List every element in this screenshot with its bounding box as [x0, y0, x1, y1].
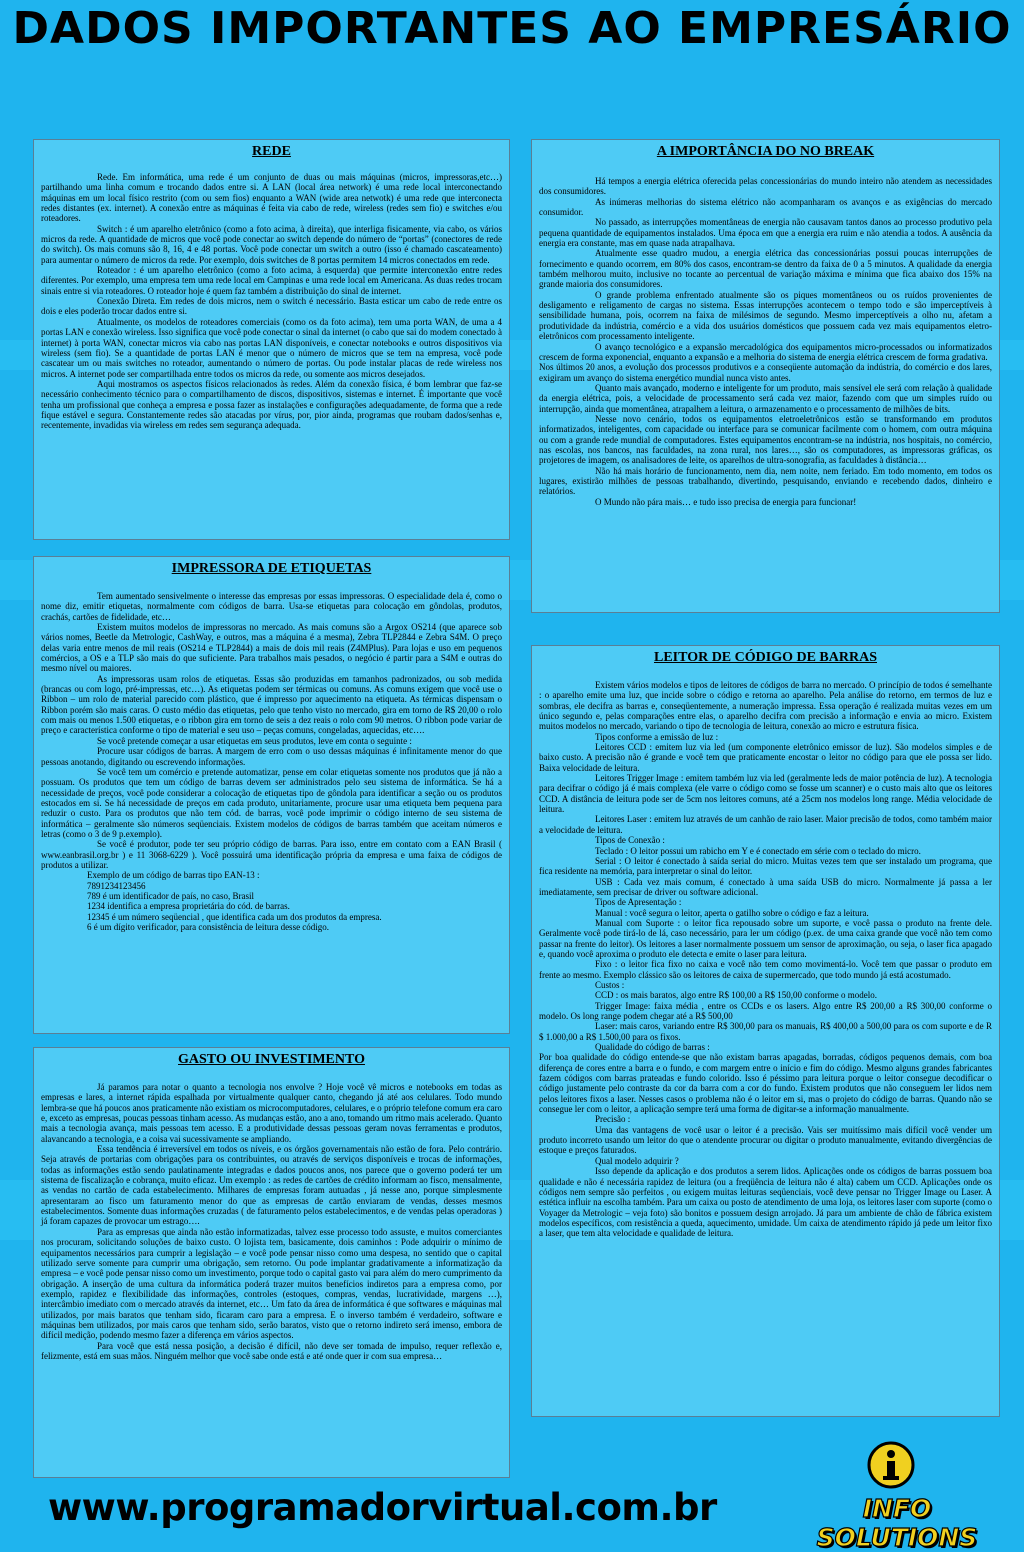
- paragraph: Existem vários modelos e tipos de leitores de códigos de barra no mercado. O princípio de todos é semelhante : o aparelho emite uma luz, que incide sobre o código e retorna ao aparelho. Pela análise do retorno, em termos de luz e sombras, ele decifra as barras e, conseqüentemente, a numeração impressa. Essa operação é realizada muitas vezes em um único segundo e, pelas comparações entre elas, o aparelho decifra com precisão a informação e envia ao micro. Existem muitos modelos no mercado, variando o tipo de tecnologia de leitura, conexão ao micro e estrutura física.: [539, 680, 992, 732]
- paragraph: Nesse novo cenário, todos os equipamentos eletroeletrônicos estão se transformando em produtos informatizados, inteligentes, com capacidade ou interface para se comunicar facilmente com o homem, com outra máquina ou com a grande rede mundial de computadores. Estes equipamentos encontram-se na indústria, nos hospitais, no comércio, nas escolas, nos bancos, nas faculdades, na zona rural, nos lares…, são os computadores, as impressoras gráficas, os projetores de imagem, os analisadores de leite, os aparelhos de ultra-sonografia, as faculdades à distância…: [539, 413, 992, 466]
- paragraph: Para você que está nessa posição, a decisão é difícil, não deve ser tomada de impulso, requer reflexão e, felizmente, está em suas mãos. Ninguém melhor que você sabe onde está e até onde quer ir com sua empresa…: [41, 1340, 502, 1361]
- paragraph: Qual modelo adquirir ?: [595, 1155, 679, 1166]
- paragraph: Se você é produtor, pode ter seu próprio código de barras. Para isso, entre em contato com a EAN Brasil ( www.eanbrasil.org.br ) e 11 3068-6229 ). Você possuirá uma identificação própria da empresa e uma faixa de códigos de produtos a utilizar.: [41, 839, 502, 870]
- paragraph: Trigger Image: faixa média , entre os CCDs e os lasers. Algo entre R$ 200,00 a R$ 300,00 conforme o modelo. Os long range podem chegar até a R$ 500,00: [539, 1000, 992, 1021]
- section-impressora: [33, 556, 510, 1034]
- example-code: 7891234123456: [87, 880, 146, 891]
- paragraph: Manual com Suporte : o leitor fica repousado sobre um suporte, e você passa o produto na frente dele. Geralmente você pode tirá-lo de lá, caso necessário, para ler um código (p.ex. de uma caixa grande que você não tem como passar na frente do leitor). Os leitores a laser normalmente possuem um sensor de aproximação, ou seja, o laser fica apagado e, quando você aproxima o produto ele detecta e emite o laser para leitura.: [539, 917, 992, 959]
- paragraph: Fixo : o leitor fica fixo no caixa e você não tem como movimentá-lo. Você tem que passar o produto em frente ao mesmo. Exemplo clássico são os leitores de caixa de supermercado, que todo mundo já está acostumado.: [539, 959, 992, 980]
- paragraph: Tipos de Apresentação :: [595, 897, 682, 908]
- paragraph: Laser: mais caros, variando entre R$ 300,00 para os manuais, R$ 400,00 a 500,00 para os com suporte e de R $ 1.000,00 a R$ 1.500,00 para os fixos.: [539, 1021, 992, 1042]
- paragraph: Leitores Trigger Image : emitem também luz via led (geralmente leds de maior potência de luz). A tecnologia para decifrar o código já é mais complexa (ele varre o código como se fosse um scanner) e o custo mais alto que os leitores CCD. A distância de leitura pode ser de 5cm nos leitores comuns, até a 25cm nos modelos long range. Média velocidade de leitura.: [539, 773, 992, 815]
- paragraph: Há tempos a energia elétrica oferecida pelas concessionárias do mundo inteiro não atendem as necessidades dos consumidores.: [539, 176, 992, 197]
- paragraph: Switch : é um aparelho eletrônico (como a foto acima, à direita), que interliga fisicamente, via cabo, os vários micros da rede. A quantidade de micros que você pode conectar ao switch depende do número de “portas” (conectores de rede do switch). Os mais comuns são 8, 16, 4 e 48 portas. Você pode conectar um switch a outro (isso é chamado cascateamento) para aumentar o número de micros da rede. Por exemplo, dois switches de 8 portas permitem 14 micros conectados em rede.: [41, 223, 502, 265]
- section-title: LEITOR DE CÓDIGO DE BARRAS: [653, 650, 877, 665]
- paragraph: As impressoras usam rolos de etiquetas. Essas são produzidas em tamanhos padronizados, ou sob medida (brancas ou com logo, pré-impressas, etc…). As etiquetas podem ser térmicas ou comuns. As comuns exigem que você use o Ribbon – um rolo de material parecido com plástico, que é impresso por aquecimento na etiqueta. As térmicas dispensam o Ribbon porém são mais caras. O custo médio das etiquetas, pelo que tenho visto no mercado, gira em torno de R$ 20,00 o rolo com mais ou menos 1.500 etiquetas, e o ribbon gira em torno de seis a dez reais o rolo com 90 metros. O ribbon pode variar de preço e característica conforme o tipo de material e seu uso – peças comuns, congeladas, aquecidas, etc….: [41, 673, 502, 736]
- paragraph: As inúmeras melhorias do sistema elétrico não acompanharam os avanços e as exigências do mercado consumidor.: [539, 196, 992, 218]
- paragraph: Uma das vantagens de você usar o leitor é a precisão. Vais ser muitíssimo mais difícil você vender um produto incorreto usando um leitor do que o atendente procurar ou digitar o produto manualmente, evitando divergências de estoque e preços faturados.: [539, 1124, 992, 1156]
- info-solutions-logo: [782, 1440, 1012, 1552]
- paragraph: Leitores Laser : emitem luz através de um canhão de raio laser. Maior precisão de todos, como também maior a velocidade de leitura.: [539, 814, 992, 835]
- logo-text: INFO SOLUTIONS: [816, 1494, 978, 1552]
- example-line: 6 é um dígito verificador, para consistência de leitura desse código.: [87, 922, 330, 932]
- paragraph: Isso depende da aplicação e dos produtos a serem lidos. Aplicações onde os códigos de barras possuem boa qualidade e não é necessária rapidez de leitura (ou a freqüência de leitura não é alta) cabem um CCD. Aplicações onde os códigos nem sempre são perfeitos , ou exigem muitas leituras seqüenciais, você deve pensar no Trigger Image ou Laser. A estética influir na escolha também. Para um caixa ou posto de atendimento de uma loja, os leitores laser com suporte (como o Voyager da Metrologic – veja foto) são bonitos e possuem design arrojado. Já para um ambiente de chão de fábrica existem modelos específicos, com resistência a queda, aquecimento, umidade. Um caixa de atendimento rápido já pede um leitor fixo a laser, que tem alta velocidade e qualidade de leitura.: [539, 1166, 992, 1239]
- section-nobreak: [531, 139, 1000, 613]
- paragraph: Nos últimos 20 anos, a evolução dos processos produtivos e a conseqüente automação da indústria, do comércio e dos lares, exigiram um avanço do sistema energético mundial nunca visto antes.: [539, 362, 992, 383]
- paragraph: Por boa qualidade do código entende-se que não existam barras apagadas, borradas, códigos pequenos demais, com boa diferença de cores entre a barra e o fundo, e com margem entre o início e fim do código. Mesmo alguns grandes fabricantes fazem códigos com barras prateadas e fundo colorido. Isso é péssimo para leitura porque o leitor consegue decodificar o código justamente pelo contraste da cor da barra com a cor do fundo. Existem produtos que não conseguem ler lidos nem pelos leitores fixos a laser. Nesses casos o problema não é o leitor em si, mas o projeto do código de barras. Quando não se consegue ler com o leitor, a aplicação sempre terá uma forma de digitar-se a informação manualmente.: [539, 1052, 992, 1115]
- paragraph: Teclado : O leitor possui um rabicho em Y e é conectado em série com o teclado do micro.: [595, 845, 921, 856]
- paragraph: Existem muitos modelos de impressoras no mercado. As mais comuns são a Argox OS214 (que aparece sob vários nomes, Beetle da Metrologic, CashWay, e outros, mas a máquina é a mesma), Zebra TLP2844 e Zebra S4M. O preço delas varia entre menos de mil reais (OS214 e TLP2844) a mais de dois mil reais (Z4MPlus). Para lojas e uso em pequenos comércios, a OS e a TLP são mais do que suficiente. Para trabalhos mais pesados, o negócio é partir para a S4M e outras do mesmo nível ou maiores.: [41, 622, 502, 674]
- paragraph: Já paramos para notar o quanto a tecnologia nos envolve ? Hoje você vê micros e notebooks em todas as empresas e lares, a internet rápida espalhada por virtualmente qualquer canto, chegando já até aos celulares. Todo mundo lembra-se que há poucos anos praticamente não existiam os microcomputadores, celulares, e o próprio telefone comum era caro e, exceto as empresas, poucas pessoas tinham acesso. As mudanças estão, ano a ano, tomando um ritmo mais acelerado. Quanto mais a tecnologia avança, mais pessoas tem acesso. E a produtividade dessas pessoas geram novas ferramentas e produtos, alavancando a tecnologia, e a coisa vai sucessivamente se ampliando.: [41, 1082, 502, 1144]
- paragraph: Roteador : é um aparelho eletrônico (como a foto acima, à esquerda) que permite interconexão entre redes diferentes. Por exemplo, uma empresa tem uma rede local em Campinas e uma rede local em Americana. As duas redes trocam sinais entre si via roteadores. O roteador hoje é quem faz também a distribuição do sinal de internet.: [41, 265, 502, 296]
- section-title: GASTO OU INVESTIMENTO: [178, 1052, 365, 1067]
- page-title: DADOS IMPORTANTES AO EMPRESÁRIO: [12, 3, 1012, 54]
- section-title: IMPRESSORA DE ETIQUETAS: [171, 561, 372, 576]
- paragraph: O grande problema enfrentado atualmente são os piques momentâneos ou os ruídos provenientes de desligamento e religamento de cargas no sistema. Essas interrupções acontecem o tempo todo e são imperceptíveis à sensibilidade humana, pois, ocorrem na faixa de milésimos de segundo. Mesmo imperceptíveis a olho nu, afetam a produtividade da indústria, comércio e a vida dos usuários domésticos que possuem cada vez mais equipamentos eletro-eletrônicos com processamento inteligente.: [539, 289, 992, 342]
- paragraph: Qualidade do código de barras :: [595, 1042, 710, 1053]
- website-url[interactable]: www.programadorvirtual.com.br: [48, 1486, 717, 1529]
- paragraph: CCD : os mais baratos, algo entre R$ 100,00 a R$ 150,00 conforme o modelo.: [595, 990, 877, 1001]
- paragraph: Conexão Direta. Em redes de dois micros, nem o switch é necessário. Basta esticar um cabo de rede entre os dois e eles poderão trocar dados entre si.: [41, 296, 502, 317]
- info-icon: [866, 1440, 916, 1490]
- section-gasto: [33, 1047, 510, 1478]
- example-heading: Exemplo de um código de barras tipo EAN-13 :: [87, 870, 260, 881]
- paragraph: Tipos conforme a emissão de luz :: [595, 731, 719, 742]
- paragraph: Tem aumentado sensivelmente o interesse das empresas por essas impressoras. O especialidade dela é, como o nome diz, emitir etiquetas, normalmente com códigos de barra. Usa-se etiquetas para colocação em gôndolas, produtos, crachás, cartões de fidelidade, etc…: [41, 591, 502, 622]
- paragraph: Aqui mostramos os aspectos físicos relacionados às redes. Além da conexão física, é bom lembrar que faz-se necessário conhecimento técnico para o compartilhamento de discos, dispositivos, sistemas e internet. É importante que você tenha um profissional que conheça a empresa e possa fazer as instalações e configurações adequadamente, de forma que a rede fique estável e segura. Constantemente redes são atacadas por vírus, por, pior ainda, programas que roubam dados/senhas e, recentemente, invadidas via wireless em redes sem segurança adequada.: [41, 378, 502, 431]
- example-line: 1234 identifica a empresa proprietária do cód. de barras.: [87, 901, 290, 912]
- paragraph: Leitores CCD : emitem luz via led (um componente eletrônico emissor de luz). São modelos simples e de baixo custo. A precisão não é grande e você tem que praticamente encostar o leitor no código para que ele possa ser lido. Baixa velocidade de leitura.: [539, 742, 992, 773]
- paragraph: Quanto mais avançado, moderno e inteligente for um produto, mais sensível ele será com relação à qualidade da energia elétrica, pois, a velocidade de processamento será cada vez maior, fazendo com que um simples ruído ou interrupção, ainda que momentânea, atrapalhem a leitura, o armazenamento e o processamento de milhões de bits.: [539, 382, 992, 414]
- paragraph: Custos :: [595, 979, 625, 990]
- paragraph: Não há mais horário de funcionamento, nem dia, nem noite, nem feriado. Em todo momento, em todos os lugares, existirão milhões de pessoas trabalhando, divertindo, pesquisando, enviando e recebendo dados, dinheiro e relatórios.: [539, 465, 992, 497]
- example-line: 789 é um identificador de país, no caso, Brasil: [87, 890, 254, 901]
- paragraph: Atualmente esse quadro mudou, a energia elétrica das concessionárias possui poucas interrupções de fornecimento e quando ocorrem, em 80% dos casos, encontram-se dentro da faixa de 0 a 5 minutos. A qualidade da energia também melhorou muito, inclusive no tocante ao percentual de variação máxima e mínima que fica abaixo dos 15% na grande maioria dos consumidores.: [539, 248, 992, 290]
- paragraph: Tipos de Conexão :: [595, 835, 665, 846]
- paragraph: Procure usar códigos de barras. A margem de erro com o uso dessas máquinas é infinitamente menor do que pessoas anotando, digitando ou escrevendo informações.: [41, 746, 502, 767]
- paragraph: Para as empresas que ainda não estão informatizadas, talvez esse processo todo assuste, e muitos comerciantes nos procuram, solicitando soluções de baixo custo. O lojista tem, basicamente, dois caminhos : Pode adquirir o mínimo de equipamentos necessários para cumprir a legislação – e você pode pensar nisso como uma despesa, no sentido que o capital utilizado serve somente para cumprir uma obrigação, sem retorno. Ou pode implantar gradativamente a informatização da empresa – e você pode pensar nisso como um investimento, porque todo o capital gasto vai para além do mero cumprimento da obrigação. A inserção de uma cultura da informática poderá trazer muitos benefícios indiretos para a empresa como, por exemplo, rapidez e flexibilidade das informações, controles (estoques, compras, vendas, lucratividade, margens …), intercâmbio imediato com o mercado através da internet, etc… Um fato da área de informática é que softwares e máquinas mal utilizados, por mais baratos que tenham sido, ficaram caro para a empresa. E o inverso também é verdadeiro, software e máquinas bem utilizados, por mais caros que tenham sido, serão baratos, visto que o retorno indireto será imenso, embora de difícil medição, podendo mesmo fazer a diferença em vários aspectos.: [41, 1226, 502, 1341]
- section-leitor: [531, 645, 1000, 1417]
- section-rede: [33, 139, 510, 540]
- section-title: A IMPORTÂNCIA DO NO BREAK: [656, 144, 875, 159]
- paragraph: Rede. Em informática, uma rede é um conjunto de duas ou mais máquinas (micros, impressoras,etc…) partilhando uma linha comum e trocando dados entre si. A LAN (local área network) é uma rede local interconectando máquinas em um local físico restrito (com ou sem fios) enquanto a WAN (wide area netwotk) é uma rede que interconecta redes distantes (ex. internet). A conexão entre as máquinas é feita via cabo de rede, wireless (redes sem fio) e switches e/ou roteadores.: [41, 172, 502, 224]
- paragraph: Precisão :: [595, 1114, 631, 1125]
- paragraph: Se você tem um comércio e pretende automatizar, pense em colar etiquetas somente nos produtos que já não a possuam. Os produtos que tem um código de barras devem ser administrados pelo seu sistema de informática. Se há a necessidade de preços, você pode considerar a colocação de etiquetas tipo de gôndola para identificar a seção ou os produtos estocados em si. Se há necessidade de preços em cada produto, unitariamente, procure usar uma etiqueta bem pequena para reduzir o custo. Para os produtos que não tem cód. de barras, você pode imprimir o código interno de seu sistema de informática – geralmente são números seqüenciais. Existem modelos de códigos de barras também que aceitam números e letras (como o 3 de 9 p.exemplo).: [41, 766, 502, 839]
- paragraph: Serial : O leitor é conectado à saída serial do micro. Muitas vezes tem que ser instalado um programa, que fica residente na memória, para interpretar o sinal do leitor.: [539, 855, 992, 877]
- section-title: REDE: [252, 144, 291, 159]
- paragraph: USB : Cada vez mais comum, é conectado à uma saída USB do micro. Normalmente já passa a ler imediatamente, sem precisar de driver ou software adicional.: [539, 876, 992, 897]
- paragraph: Se você pretende começar a usar etiquetas em seus produtos, leve em conta o seguinte :: [97, 735, 412, 746]
- paragraph: No passado, as interrupções momentâneas de energia não causavam tantos danos ao processo produtivo pela pequena quantidade de equipamentos instalados. Uma época em que a energia era ruim e não atendia a todos. A ausência da energia era constante, mas em quase nada atrapalhava.: [539, 217, 992, 249]
- paragraph: Atualmente, os modelos de roteadores comerciais (como os da foto acima), tem uma porta WAN, de uma a 4 portas LAN e conexão wireless. Isso significa que você pode conectar o sinal da internet (o cabo que sai do modem conectado à internet) à porta WAN, conectar micros via cabo nas portas LAN disponíveis, e conectar notebooks e outros dispositivos via wireless (sem fio). Se a quantidade de portas LAN é menor que o número de micros que se tem na empresa, você pode cascatear um ou mais switches no roteador, aumentando o número de portas. Ou pode instalar placas de rede wireless nos micros. A internet pode ser compartilhada entre todos os micros da rede, ou somente aos micros desejados.: [41, 316, 502, 379]
- paragraph: Manual : você segura o leitor, aperta o gatilho sobre o código e faz a leitura.: [595, 907, 869, 918]
- paragraph: Essa tendência é irreversível em todos os níveis, e os órgãos governamentais não estão de fora. Pelo contrário. Seja através de portarias com obrigações para os contribuintes, ou através de serviços disponíveis e trocas de informações, todas as informações estão sendo paulatinamente integradas e dados poucos anos, nos parece que o governo poderá ter um sistema de fiscalização e cobrança, muito eficaz. Um exemplo : as redes de cartões de crédito informam ao fisco, mensalmente, as vendas no cartão de cada estabelecimento. Milhares de empresas foram autuadas , já nesse ano, porque simplesmente apresentaram ao fisco um faturamento menor do que as empresas de cartão enviaram de vendas, desses mesmos estabelecimentos. Somente duas informações cruzadas ( de faturamento pelos estabelecimentos, e de vendas pelas operadoras ) já foram capazes de provocar um estrago….: [41, 1144, 502, 1227]
- example-line: 12345 é um número seqüencial , que identifica cada um dos produtos da empresa.: [87, 911, 382, 922]
- paragraph: O avanço tecnológico e a expansão mercadológica dos equipamentos micro-processados ou informatizados crescem de forma exponencial, enquanto a expansão e a melhoria do sistema de energia elétrica crescem de forma gradativa.: [539, 341, 992, 362]
- paragraph: O Mundo não pára mais… e tudo isso precisa de energia para funcionar!: [595, 496, 857, 507]
